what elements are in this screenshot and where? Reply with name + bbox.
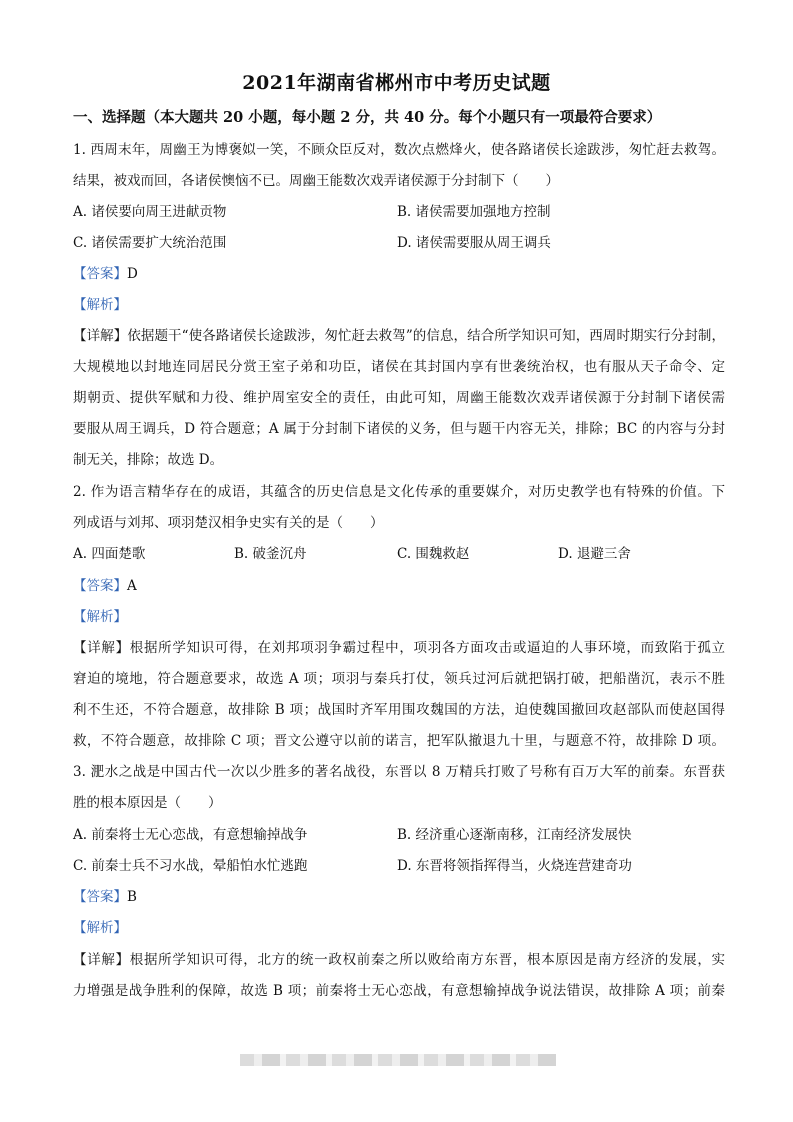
q1-detail-line: 制无关，排除；故选 D。 [73, 452, 224, 468]
q1-analysis-tag [73, 295, 725, 315]
q2-option-b: B. 破釜沉舟 [234, 546, 307, 562]
q1-detail-line: 要服从周王调兵，D 符合题意；A 属于分封制下诸侯的义务，但与题干内容无关，排除；BC 的内容与分封 [73, 421, 725, 437]
q1-option-a: A. 诸侯要向周王进献贡物 [73, 204, 227, 220]
detail-tag: 【详解】 [73, 640, 130, 656]
q2-detail-line [73, 638, 725, 658]
q3-stem-line: 胜的根本原因是（ ） [73, 795, 222, 811]
q3-option-a: A. 前秦将士无心恋战，有意想输掉战争 [73, 827, 308, 843]
q3-option-d: D. 东晋将领指挥得当，火烧连营建奇功 [397, 858, 632, 874]
q1-option-b: B. 诸侯需要加强地方控制 [397, 204, 551, 220]
q2-detail-line: 窘迫的境地，符合题意要求，故选 A 项；项羽与秦兵打仗，领兵过河后就把锅打破，把船凿沉，表示不胜 [73, 671, 725, 687]
detail-tag: 【详解】 [73, 952, 130, 968]
q1-detail-line: 期朝贡、提供军赋和力役、维护周室安全的责任，由此可知，周幽王能数次戏弄诸侯源于分封制下诸侯需 [73, 390, 725, 406]
q3-answer [73, 887, 725, 907]
q2-stem-line: 列成语与刘邦、项羽楚汉相争史实有关的是（ ） [73, 515, 384, 531]
analysis-tag: 【解析】 [73, 297, 127, 313]
q3-option-b: B. 经济重心逐渐南移，江南经济发展快 [397, 827, 632, 843]
q3-detail-line [73, 950, 725, 970]
q3-stem-line: 3. 淝水之战是中国古代一次以少胜多的著名战役，东晋以 8 万精兵打败了号称有百万大军的前秦。东晋获 [73, 764, 725, 780]
q1-detail-text: 依据题干“使各路诸侯长途跋涉，匆忙赶去救驾”的信息，结合所学知识可知，西周时期实行分封制， [127, 328, 725, 344]
q2-detail-line: 救，不符合题意，故排除 C 项；晋文公遵守以前的诺言，把军队撤退九十里，与题意不符，故排除 D 项。 [73, 733, 725, 749]
analysis-tag: 【解析】 [73, 920, 127, 936]
q2-option-d: D. 退避三舍 [558, 546, 631, 562]
analysis-tag: 【解析】 [73, 609, 127, 625]
q2-stem-line: 2. 作为语言精华存在的成语，其蕴含的历史信息是文化传承的重要媒介，对历史教学也有特殊的价值。下 [73, 484, 725, 500]
q2-option-a: A. 四面楚歌 [73, 546, 146, 562]
q1-option-c: C. 诸侯需要扩大统治范围 [73, 235, 227, 251]
blurred-footer-watermark [240, 1054, 556, 1066]
q3-analysis-tag [73, 918, 725, 938]
q1-stem-line: 1. 西周末年，周幽王为博褒姒一笑，不顾众臣反对，数次点燃烽火，使各路诸侯长途跋涉，匆忙赶去救驾。 [73, 142, 725, 158]
q2-analysis-tag [73, 607, 725, 627]
answer-tag: 【答案】 [73, 578, 127, 594]
q3-detail-text: 根据所学知识可得，北方的统一政权前秦之所以败给南方东晋，根本原因是南方经济的发展，实 [129, 952, 726, 968]
answer-tag: 【答案】 [73, 889, 127, 905]
q2-answer [73, 576, 725, 596]
q1-answer-value: D [127, 266, 138, 282]
q1-stem-line: 结果，被戏而回，各诸侯懊恼不已。周幽王能数次戏弄诸侯源于分封制下（ ） [73, 173, 559, 189]
q1-answer [73, 264, 725, 284]
section-heading: 一、选择题（本大题共 20 小题，每小题 2 分，共 40 分。每个小题只有一项最符合要求） [73, 109, 662, 126]
q2-answer-value: A [127, 578, 137, 594]
q2-option-c: C. 围魏救赵 [397, 546, 470, 562]
page-title: 2021年湖南省郴州市中考历史试题 [242, 72, 551, 94]
q1-detail-line: 大规模地以封地连同居民分赏王室子弟和功臣，诸侯在其封国内享有世袭统治权，也有服从天子命令、定 [73, 359, 725, 375]
q1-detail-line [73, 326, 725, 346]
q1-option-d: D. 诸侯需要服从周王调兵 [397, 235, 551, 251]
answer-tag: 【答案】 [73, 266, 127, 282]
q2-detail-line: 利不生还，不符合题意，故排除 B 项；战国时齐军用围攻魏国的方法，迫使魏国撤回攻赵部队而使赵国得 [73, 702, 725, 718]
q3-detail-line: 力增强是战争胜利的保障，故选 B 项；前秦将士无心恋战，有意想输掉战争说法错误，故排除 A 项；前秦 [73, 983, 725, 999]
q3-option-c: C. 前秦士兵不习水战，晕船怕水忙逃跑 [73, 858, 308, 874]
detail-tag: 【详解】 [73, 328, 128, 344]
q2-detail-text: 根据所学知识可得，在刘邦项羽争霸过程中，项羽各方面攻击或逼迫的人事环境，而致陷于孤立 [129, 640, 726, 656]
q3-answer-value: B [127, 889, 137, 905]
